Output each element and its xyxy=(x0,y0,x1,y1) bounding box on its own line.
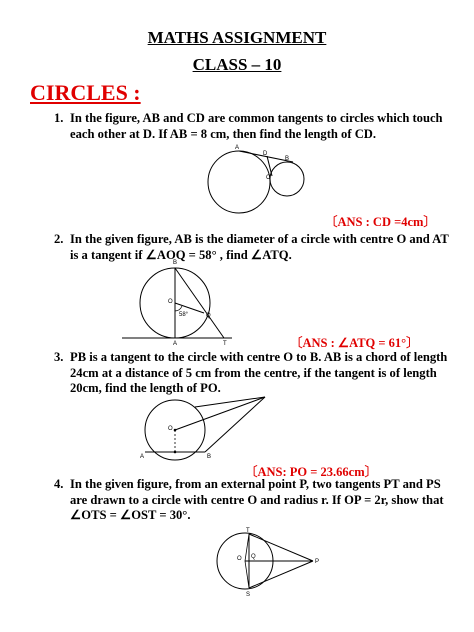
figure-2-label-b: B xyxy=(173,260,178,266)
question-number: 4. xyxy=(54,477,64,491)
section-title: CIRCLES : xyxy=(30,80,141,105)
answer-1: 〔ANS : CD =4cm〕 xyxy=(325,215,436,229)
figure-2-label-a: A xyxy=(173,341,178,347)
figure-1-label-d: D xyxy=(263,151,268,157)
answer-2: 〔ANS : ∠ATQ = 61°〕 xyxy=(290,336,419,350)
figure-4 xyxy=(205,525,330,600)
question-text: In the figure, AB and CD are common tangents to circles which touch each other at D. If AB = 8 cm, then find the length of CD. xyxy=(70,111,443,141)
question-text: In the given figure, AB is the diameter of a circle with centre O and AT is a tangent if ∠AOQ = 58° , find ∠ATQ. xyxy=(70,232,449,262)
figure-3-label-o: O xyxy=(168,426,173,432)
question-3 xyxy=(54,350,455,397)
figure-3-label-b: B xyxy=(207,454,212,460)
figure-2-label-t: T xyxy=(223,341,227,347)
question-4 xyxy=(54,477,455,524)
page-title: MATHS ASSIGNMENT xyxy=(147,28,327,47)
figure-2-label-o: O xyxy=(168,299,173,305)
figure-1-label-a: A xyxy=(235,145,240,151)
question-1 xyxy=(54,111,455,142)
figure-2 xyxy=(120,260,240,347)
question-number: 1. xyxy=(54,111,64,125)
figure-2-label-angle: 58° xyxy=(179,312,189,318)
figure-4-label-s: S xyxy=(246,592,251,598)
figure-4-label-o: O xyxy=(237,556,242,562)
figure-1-label-c: C xyxy=(266,175,271,181)
figure-1 xyxy=(195,140,315,220)
question-2 xyxy=(54,232,455,263)
question-number: 3. xyxy=(54,350,64,364)
figure-1-label-b: B xyxy=(285,156,290,162)
figure-4-label-q: Q xyxy=(251,554,256,560)
figure-2-label-q: Q xyxy=(206,313,211,319)
figure-4-label-p: P xyxy=(315,559,320,565)
question-text: PB is a tangent to the circle with centre O to B. AB is a chord of length 24cm at a distance of 5 cm from the centre, if the tangent is of length 20cm, find the length of PO. xyxy=(70,350,448,395)
figure-4-label-t: T xyxy=(246,528,250,534)
question-number: 2. xyxy=(54,232,64,246)
figure-3-label-a: A xyxy=(140,454,145,460)
answer-3: 〔ANS: PO = 23.66cm〕 xyxy=(245,465,378,479)
class-label: CLASS – 10 xyxy=(192,55,282,74)
figure-3 xyxy=(135,395,275,470)
question-text: In the given figure, from an external point P, two tangents PT and PS are drawn to a circle with centre O and radius r. If OP = 2r, show that ∠OTS = ∠OST = 30°. xyxy=(70,477,444,522)
